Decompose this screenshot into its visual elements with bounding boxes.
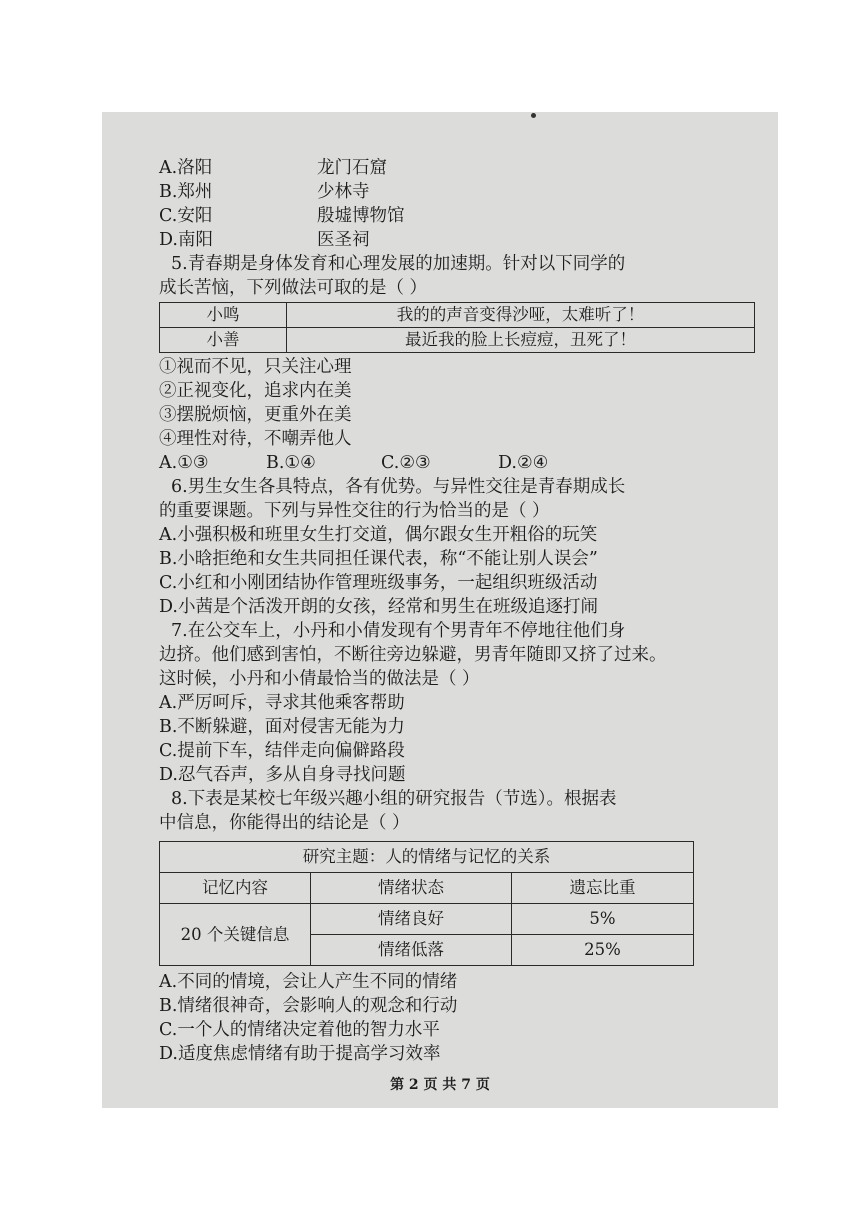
q7-option-b: B.不断躲避，面对侵害无能为力 (159, 717, 405, 737)
q8-table (159, 841, 694, 966)
page-footer: 第 2 页 共 7 页 (390, 1077, 490, 1093)
table-row: 小鸣 我的的声音变得沙哑，太难听了！ (160, 303, 755, 328)
q8-option-a: A.不同的情境，会让人产生不同的情绪 (159, 972, 458, 992)
q5-item-4: ④理性对待，不嘲弄他人 (159, 429, 352, 449)
page-content (159, 156, 719, 1066)
q7-option-d: D.忍气吞声，多从自身寻找问题 (159, 765, 406, 785)
table-row: 情绪低落 25% (160, 935, 694, 966)
q7-option-c: C.提前下车，结伴走向偏僻路段 (159, 741, 405, 761)
ink-dot (531, 113, 536, 118)
q8-option-d: D.适度焦虑情绪有助于提高学习效率 (159, 1044, 441, 1064)
q6-option-c: C.小红和小刚团结协作管理班级事务，一起组织班级活动 (159, 573, 598, 593)
q6-option-d: D.小茜是个活泼开朗的女孩，经常和男生在班级追逐打闹 (159, 597, 598, 617)
q5-table (159, 302, 755, 353)
q4-option-b: B.郑州 少林寺 (159, 182, 370, 202)
q6-option-b: B.小晗拒绝和女生共同担任课代表，称“不能让别人误会” (159, 549, 598, 569)
q8-stem-1: 8.下表是某校七年级兴趣小组的研究报告（节选）。根据表 (171, 789, 617, 809)
q6-stem-2: 的重要课题。下列与异性交往的行为恰当的是（ ） (159, 501, 550, 521)
q4-option-a: A.洛阳 龙门石窟 (159, 158, 387, 178)
q5-item-2: ②正视变化，追求内在美 (159, 381, 352, 401)
q5-stem-2: 成长苦恼，下列做法可取的是（ ） (159, 278, 428, 298)
q8-option-b: B.情绪很神奇，会影响人的观念和行动 (159, 996, 458, 1016)
table-row: 20 个关键信息 情绪良好 5% (160, 904, 694, 935)
q4-option-c: C.安阳 殷墟博物馆 (159, 206, 405, 226)
q7-stem-2: 边挤。他们感到害怕，不断往旁边躲避，男青年随即又挤了过来。 (159, 645, 667, 665)
q5-stem-1: 5.青春期是身体发育和心理发展的加速期。针对以下同学的 (171, 254, 626, 274)
q7-stem-3: 这时候，小丹和小倩最恰当的做法是（ ） (159, 669, 480, 689)
exam-page (102, 112, 778, 1108)
q5-choices: A.①③ B.①④ C.②③ D.②④ (159, 453, 549, 473)
q6-option-a: A.小强积极和班里女生打交道，偶尔跟女生开粗俗的玩笑 (159, 525, 598, 545)
table-row: 记忆内容 情绪状态 遗忘比重 (160, 873, 694, 904)
q5-item-1: ①视而不见，只关注心理 (159, 357, 352, 377)
q4-option-d: D.南阳 医圣祠 (159, 230, 370, 250)
q8-table-title: 研究主题：人的情绪与记忆的关系 (160, 842, 694, 873)
table-row (160, 842, 694, 873)
q7-stem-1: 7.在公交车上，小丹和小倩发现有个男青年不停地往他们身 (171, 621, 626, 641)
q6-stem-1: 6.男生女生各具特点，各有优势。与异性交往是青春期成长 (171, 477, 626, 497)
table-row: 小善 最近我的脸上长痘痘，丑死了！ (160, 328, 755, 353)
q8-stem-2: 中信息，你能得出的结论是（ ） (159, 813, 410, 833)
q5-item-3: ③摆脱烦恼，更重外在美 (159, 405, 352, 425)
q8-option-c: C.一个人的情绪决定着他的智力水平 (159, 1020, 440, 1040)
q7-option-a: A.严厉呵斥，寻求其他乘客帮助 (159, 693, 405, 713)
